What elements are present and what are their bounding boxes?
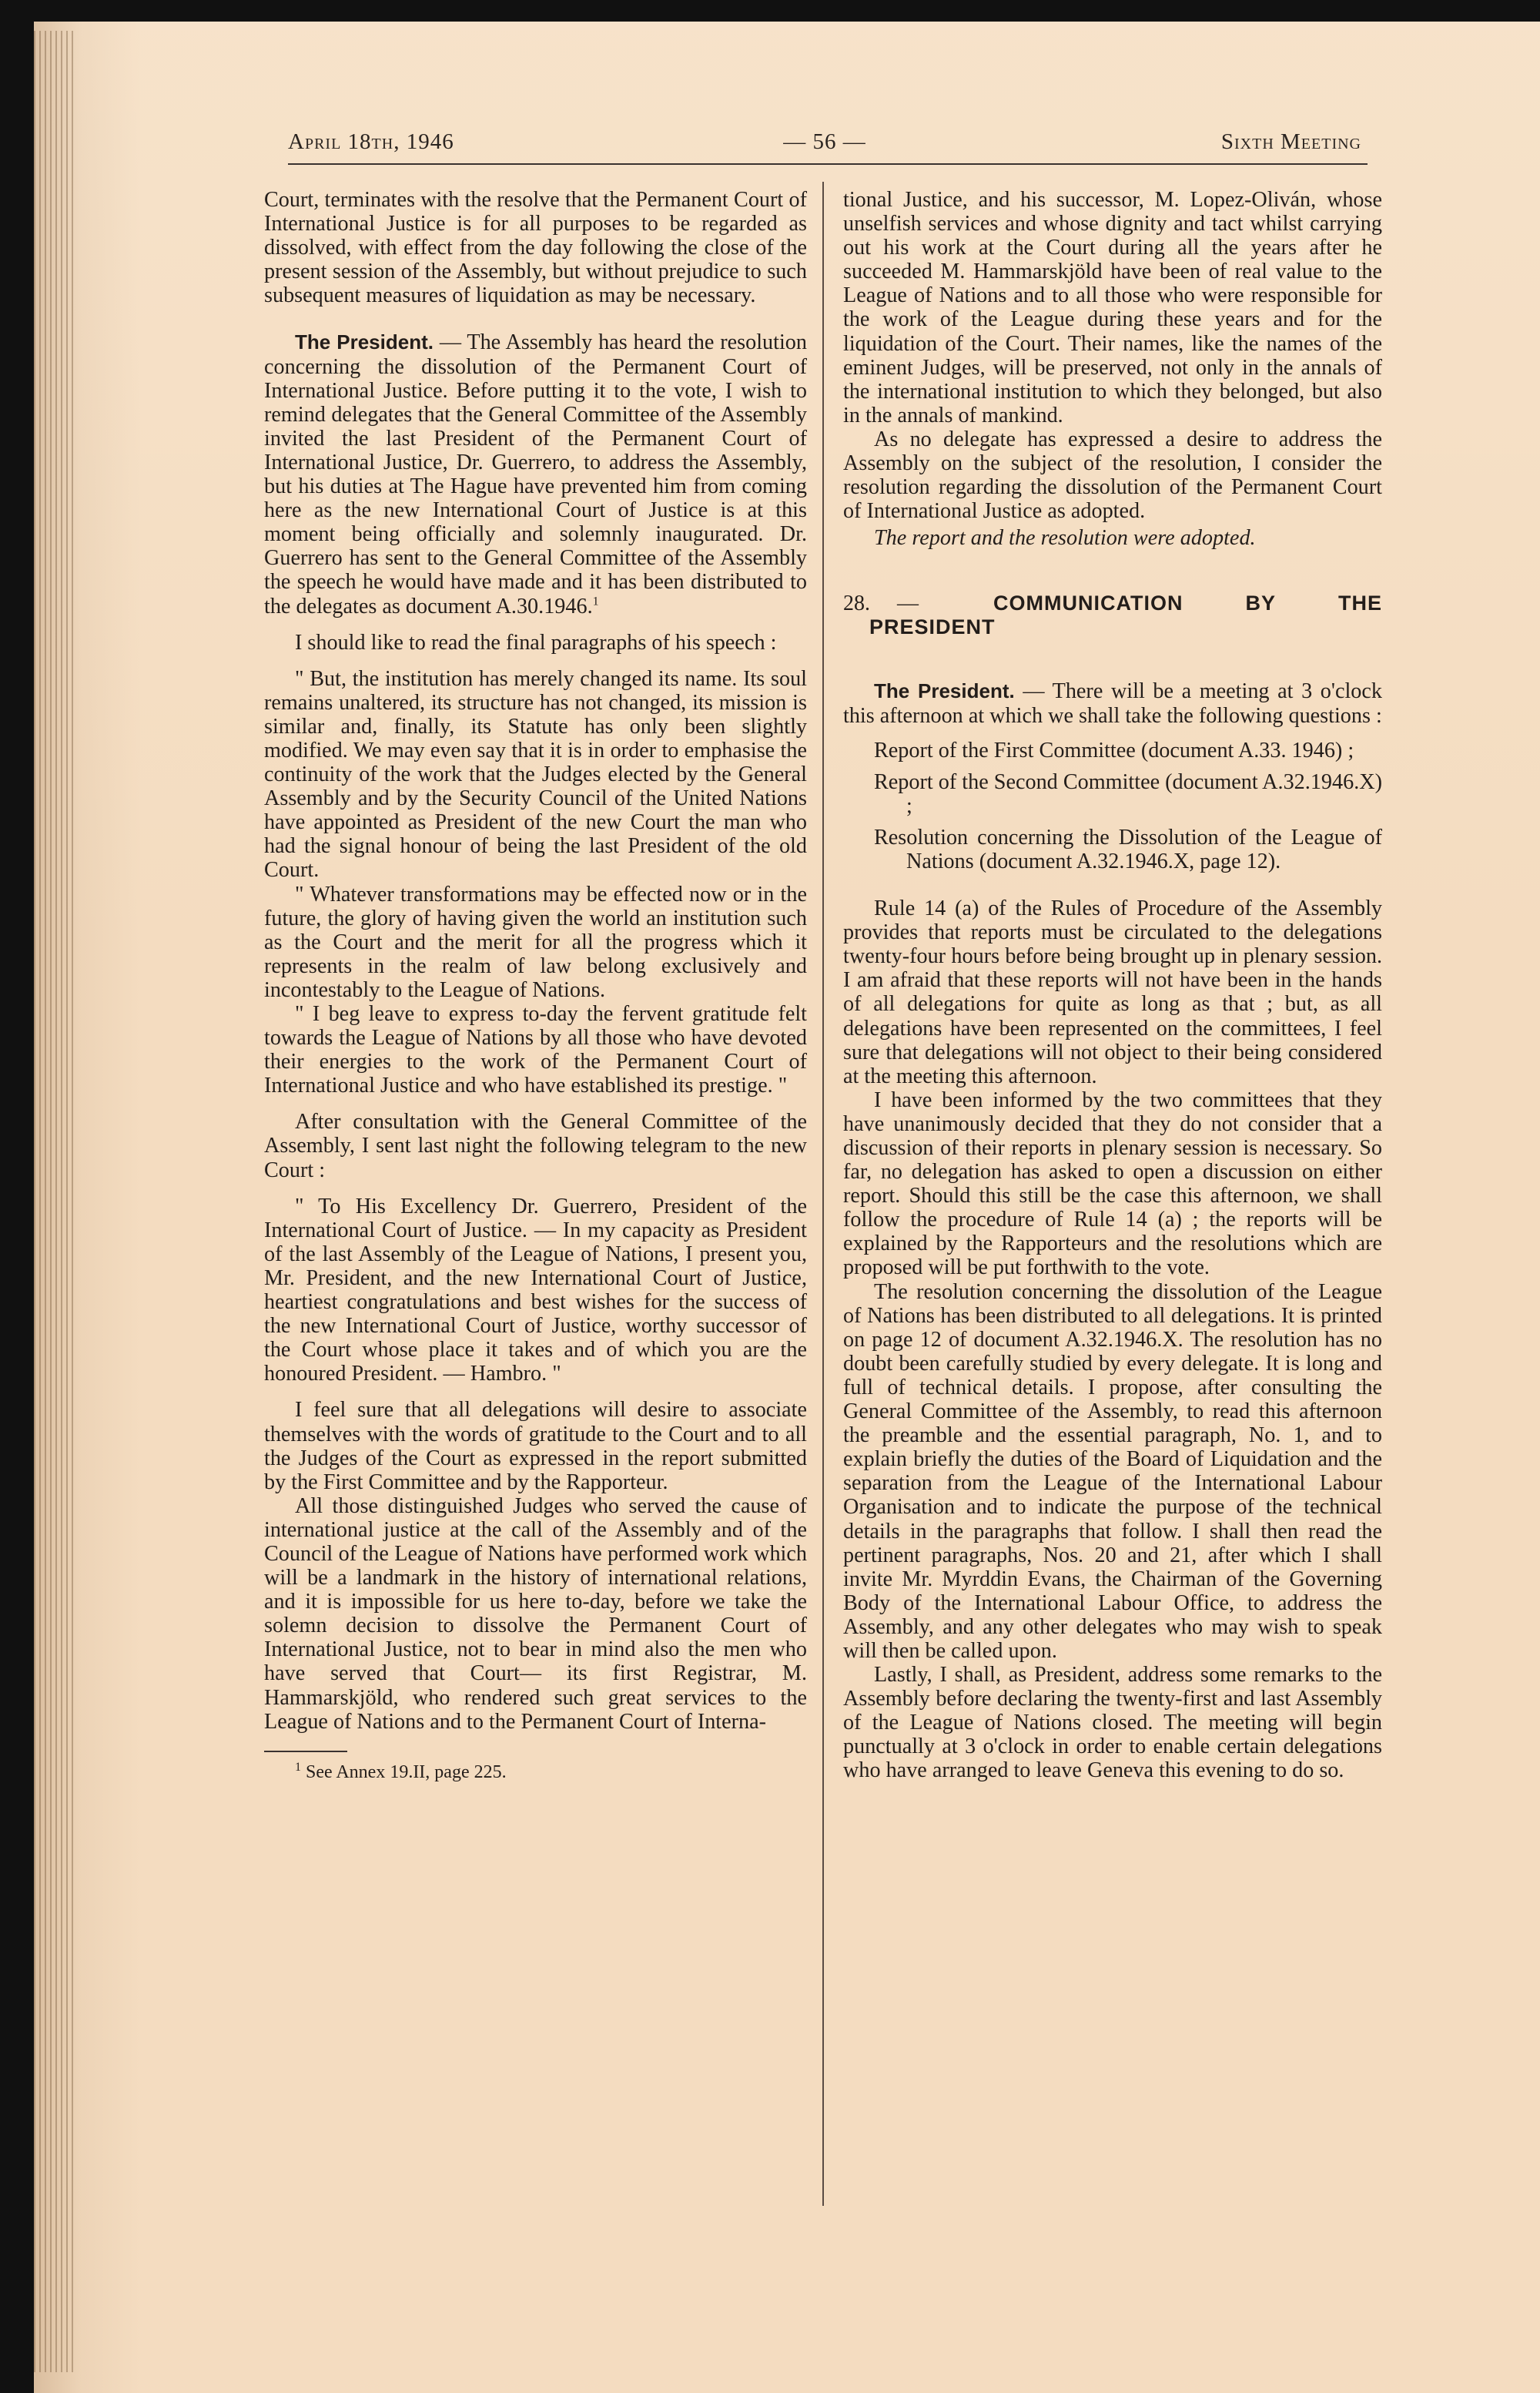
paragraph: All those distinguished Judges who served the cause of international justice at the call of the Assembly and of the Council of the League of Nations have performed work which will be a landmark in the history of international relations, and it is impossible for us here to-day, before we take the solemn decision to dissolve the Permanent Court of International Justice, not to bear in mind also the men who have served that Court— its first Registrar, M. Hammarskjöld, who rendered such great services to the League of Nations and to the Permanent Court of Interna-: [264, 1493, 807, 1734]
agenda-item: Report of the First Committee (document A.33. 1946) ;: [874, 738, 1354, 762]
paragraph: After consultation with the General Committee of the Assembly, I sent last night the following telegram to the new Court :: [264, 1110, 807, 1182]
section-title-word: COMMUNICATION: [993, 592, 1183, 615]
paragraph: [843, 679, 1382, 727]
speaker-label: The President.: [874, 679, 1015, 703]
paragraph: As no delegate has expressed a desire to address the Assembly on the subject of the resolution, I consider the resolution regarding the dissolution of the Permanent Court of International Justice as adopted.: [843, 427, 1382, 524]
paragraph: Court, terminates with the resolve that the Permanent Court of International Justice is for all purposes to be regarded as dissolved, with effect from the day following the close of the present session of the Assembly, but without prejudice to such subsequent measures of liquidation as may be necessary.: [264, 188, 807, 308]
section-heading: [843, 592, 1382, 639]
footnote: [264, 1761, 807, 1783]
paragraph: I should like to read the final paragraphs of his speech :: [295, 630, 777, 655]
agenda-item: Resolution concerning the Dissolution of the League of Nations (document A.32.1946.X, page 12).: [874, 825, 1382, 873]
paragraph: I feel sure that all delegations will desire to associate themselves with the words of gratitude to the Court and to all the Judges of the Court as expressed in the report submitted by the First Committee and by the Rapporteur.: [264, 1398, 807, 1494]
paragraph: [264, 330, 807, 618]
speaker-label: The President.: [295, 330, 434, 354]
footnote-text: See Annex 19.II, page 225.: [301, 1761, 507, 1782]
paragraph: Lastly, I shall, as President, address some remarks to the Assembly before declaring the twenty-first and last Assembly of the League of Nations closed. The meeting will begin punctually at 3 o'clock in order to enable certain delegations who have arranged to leave Geneva this evening to do so.: [843, 1663, 1382, 1783]
footnote-mark: 1: [295, 1760, 301, 1774]
section-title-word: BY: [1245, 592, 1276, 615]
page-header: [288, 126, 1361, 165]
right-column: [843, 188, 1382, 1783]
footnote-mark: 1: [592, 595, 599, 608]
section-dash: —: [897, 592, 919, 616]
paragraph: The resolution concerning the dissolution of the League of Nations has been distributed to all delegations. It is printed on page 12 of document A.32.1946.X. The resolution has no doubt been carefully studied by every delegate. It is long and full of technical details. I propose, after consulting the General Committee of the Assembly, to read this afternoon the preamble and the essential paragraph, No. 1, and to explain briefly the duties of the Board of Liquidation and the separation from the League of the International Labour Organisation and to indicate the purpose of the technical details in the paragraphs that follow. I shall then read the pertinent paragraphs, Nos. 20 and 21, after which I shall invite Mr. Myrddin Evans, the Chairman of the Governing Body of the International Labour Office, to address the Assembly, and any other delegates who may wish to speak will then be called upon.: [843, 1279, 1382, 1663]
paragraph-text: — The Assembly has heard the resolution concerning the dissolution of the Permanent Court of International Justice. Before putting it to the vote, I wish to remind delegates that the General Committee of the Assembly invited the last President of the Permanent Court of International Justice, Dr. Guerrero, to address the Assembly, but his duties at The Hague have prevented him from coming here as the new International Court of Justice is at this moment being officially and solemnly inaugurated. Dr. Guerrero has sent to the General Committee of the Assembly the speech he would have made and it has been distributed to the delegates as document A.30.1946.: [264, 330, 807, 618]
paragraph: tional Justice, and his successor, M. Lopez-Oliván, whose unselfish services and whose dignity and tact whilst carrying out his work at the Court during all the years after he succeeded M. Hammarskjöld have been of real value to the League of Nations and to all those who were responsible for the work of the League during these years and for the liquidation of the Court. Their names, like the names of the eminent Judges, will be preserved, not only in the annals of the international institution to which they belonged, but also in the annals of mankind.: [843, 188, 1382, 427]
quotation-paragraph: " But, the institution has merely changed its name. Its soul remains unaltered, its structure has not changed, its mission is similar and, finally, its Statute has only been slightly modified. We may even say that it is in order to emphasise the continuity of the work that the Judges elected by the General Assembly and by the Security Council of the United Nations have appointed as President of the new Court the man who had the signal honour of being the last President of the old Court.: [264, 666, 807, 883]
quotation-paragraph: " Whatever transformations may be effected now or in the future, the glory of having given the world an institution such as the Court and the merit for all the progress which it represents in the realm of law belong exclusively and incontestably to the League of Nations.: [264, 882, 807, 1002]
section-number: 28.: [843, 592, 870, 616]
paragraph: I have been informed by the two committees that they have unanimously decided that they do not consider that a discussion of their reports in plenary session is necessary. So far, no delegation has asked to open a discussion on either report. Should this still be the case this afternoon, we shall follow the procedure of Rule 14 (a) ; the reports will be explained by the Rapporteurs and the resolutions which are proposed will be put forthwith to the vote.: [843, 1088, 1382, 1280]
paragraph: Rule 14 (a) of the Rules of Procedure of the Assembly provides that reports must be circulated to the delegations twenty-four hours before being brought up in plenary session. I am afraid that these reports will not have been in the hands of all delegations for quite as long as that ; but, as all delegations have been represented on the committees, I feel sure that delegations will not object to their being considered at the meeting this afternoon.: [843, 897, 1382, 1088]
agenda-item: Report of the Second Committee (document A.32.1946.X) ;: [874, 769, 1382, 818]
section-number-group: [843, 592, 931, 615]
column-divider: [822, 182, 824, 2206]
left-column: [264, 188, 807, 1783]
page-stack-edge: [34, 31, 74, 2372]
adoption-note: The report and the resolution were adopted.: [874, 526, 1256, 551]
paragraph-text: — There will be a meeting at 3 o'clock this afternoon at which we shall take the following questions :: [843, 679, 1383, 728]
section-title-word: PRESIDENT: [869, 615, 996, 639]
quotation-paragraph: " I beg leave to express to-day the fervent gratitude felt towards the League of Nations by all those who have devoted their energies to the work of the Permanent Court of International Justice and who have established its prestige. ": [264, 1002, 807, 1098]
telegram-quotation: " To His Excellency Dr. Guerrero, President of the International Court of Justice. — In my capacity as President of the last Assembly of the League of Nations, I present you, Mr. President, and the new International Court of Justice, heartiest congratulations and best wishes for the success of the new International Court of Justice, worthy successor of the Court whose place it takes and of which you are the honoured President. — Hambro. ": [264, 1194, 807, 1386]
header-meeting: Sixth Meeting: [1220, 129, 1361, 154]
header-date: April 18th, 1946: [288, 129, 454, 154]
header-page-number: — 56 —: [783, 129, 866, 154]
section-title-word: THE: [1337, 592, 1382, 615]
header-rule: [288, 163, 1368, 165]
footnote-rule: [264, 1751, 347, 1752]
